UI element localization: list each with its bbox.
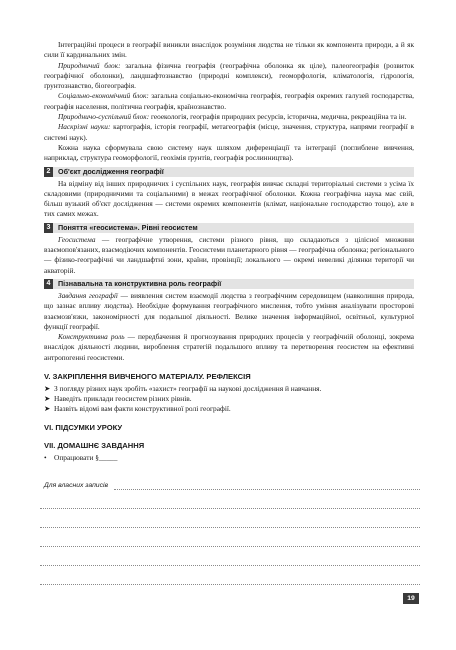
natural-block-paragraph [44,61,414,92]
section-number-4: 4 [44,279,53,289]
cross-sciences-text: картографія, історія географії, метагеографія (місце, значення, структура, напрями географії в системі наук). [44,122,414,142]
arrow-bullet-icon: ➤ [44,384,51,394]
nature-society-paragraph [44,112,414,122]
geosystem-label: Геосистема [58,234,96,244]
reflection-heading: V. ЗАКРІПЛЕННЯ ВИВЧЕНОГО МАТЕРІАЛУ. РЕФЛЕКСІЯ [44,372,251,382]
notes-line[interactable] [40,527,420,528]
homework-item [44,453,414,463]
section-header-2 [44,167,414,177]
notes-line[interactable] [40,565,420,566]
constructive-text: — передбачення й прогнозування природних процесів у географічній оболонці, зокрема внаслідок діяльності людини, вироблення стратегій подальшого впливу та перетворення геосистем на ефективні антропогенні геосистеми. [44,332,414,362]
socio-economic-paragraph [44,91,414,112]
section-title-4: Пізнавальна та конструктивна роль географії [58,279,222,289]
socio-economic-text: загальна соціально-економічна географія, географія окремих галузей господарства, географія населення, політична географія, країнознавство. [44,91,414,111]
geosystem-text: — географічне утворення, системи різного рівня, що складаються з цілісної множини взаємопов'язаних, взаємодіючих компонентів. Геосистеми планетарного рівня — географічна оболонка; регіонального — фізико-географічні чи ландшафтні зони, країни, провінції; локального — окремі невеликі ділянки території чи акваторій. [44,234,414,275]
natural-block-text: загальна фізична географія (географічна оболонка як ціле), палеогеографія (розвиток географічної оболонки), ландшафтознавство (природні комплекси), геоморфологія, кліматологія, гідрологія, ґрунтознавство, біогеографія. [44,60,414,91]
socio-economic-label: Соціально-економічний блок: [58,91,149,101]
homework-heading: VII. ДОМАШНЄ ЗАВДАННЯ [44,441,145,451]
section-header-3 [44,223,414,233]
notes-line[interactable] [114,489,420,490]
list-item-text: Наведіть приклади геосистем різних рівнів. [54,394,192,404]
cross-sciences-label: Наскрізні науки: [58,122,111,132]
list-item-text: З погляду різних наук зробіть «захист» географії на наукові дослідження й навчання. [54,384,322,394]
notes-line[interactable] [40,584,420,585]
section-header-4 [44,279,414,289]
constructive-label: Конструктивна роль [58,332,125,342]
geosystem-paragraph [44,235,414,276]
nature-society-text: геоекологія, географія природних ресурсів, історична, медична, рекреаційна та ін. [149,112,407,122]
arrow-bullet-icon: ➤ [44,394,51,404]
arrow-bullet-icon: ➤ [44,404,51,414]
object-paragraph: На відміну від інших природничих і суспільних наук, географія вивчає складні територіальні системи з усіма їх складовими (природничими та соціальними) в межах географічної оболонки. Кожна географічна наука має свій, більш вузький об'єкт дослідження — системи окремих компонентів (клімат, національне господарство тощо), але в тих самих межах. [44,178,414,219]
section-number-2: 2 [44,167,53,177]
notes-label: Для власних записів [44,482,109,489]
list-item-text: Назвіть відомі вам факти конструктивної ролі географії. [54,404,231,414]
natural-block-label: Природничий блок: [58,60,121,70]
tasks-text: — виявлення систем взаємодії людства з географічним середовищем (навколишня природа, що зазнає впливу людства). Необхідне формування географічного мислення, тобто уміння аналізувати просторові взаємозв'язки, закономірності для подальшої діяльності. Велике значення інформаційної, освітньої, культурної функції географії. [44,290,414,331]
homework-text: Опрацювати §_____ [54,453,118,463]
differentiation-paragraph: Кожна наука сформувала свою систему наук шляхом диференціації та інтеграції (поглиблене вивчення, наприклад, структура геоморфології, геохімія ґрунтів, географія рослинництва). [44,142,414,163]
list-item [44,404,414,414]
page-body [44,40,414,463]
section-number-3: 3 [44,223,53,233]
tasks-label: Завдання географії [58,290,118,300]
constructive-paragraph [44,332,414,363]
intro-paragraph: Інтеграційні процеси в географії виникли внаслідок розуміння людства не тільки як компонента природи, а й як сили її кардинальних змін. [44,40,414,60]
list-item [44,394,414,404]
summary-heading: VI. ПІДСУМКИ УРОКУ [44,423,123,433]
list-item [44,384,414,394]
cross-sciences-paragraph [44,122,414,143]
page-number: 19 [403,593,419,604]
notes-line[interactable] [40,508,420,509]
section-title-2: Об'єкт дослідження географії [58,167,164,177]
nature-society-label: Природничо-суспільний блок: [58,112,150,122]
section-title-3: Поняття «геосистема». Рівні геосистем [58,223,198,233]
notes-line[interactable] [40,546,420,547]
tasks-paragraph [44,291,414,332]
dot-bullet-icon: • [44,453,47,463]
